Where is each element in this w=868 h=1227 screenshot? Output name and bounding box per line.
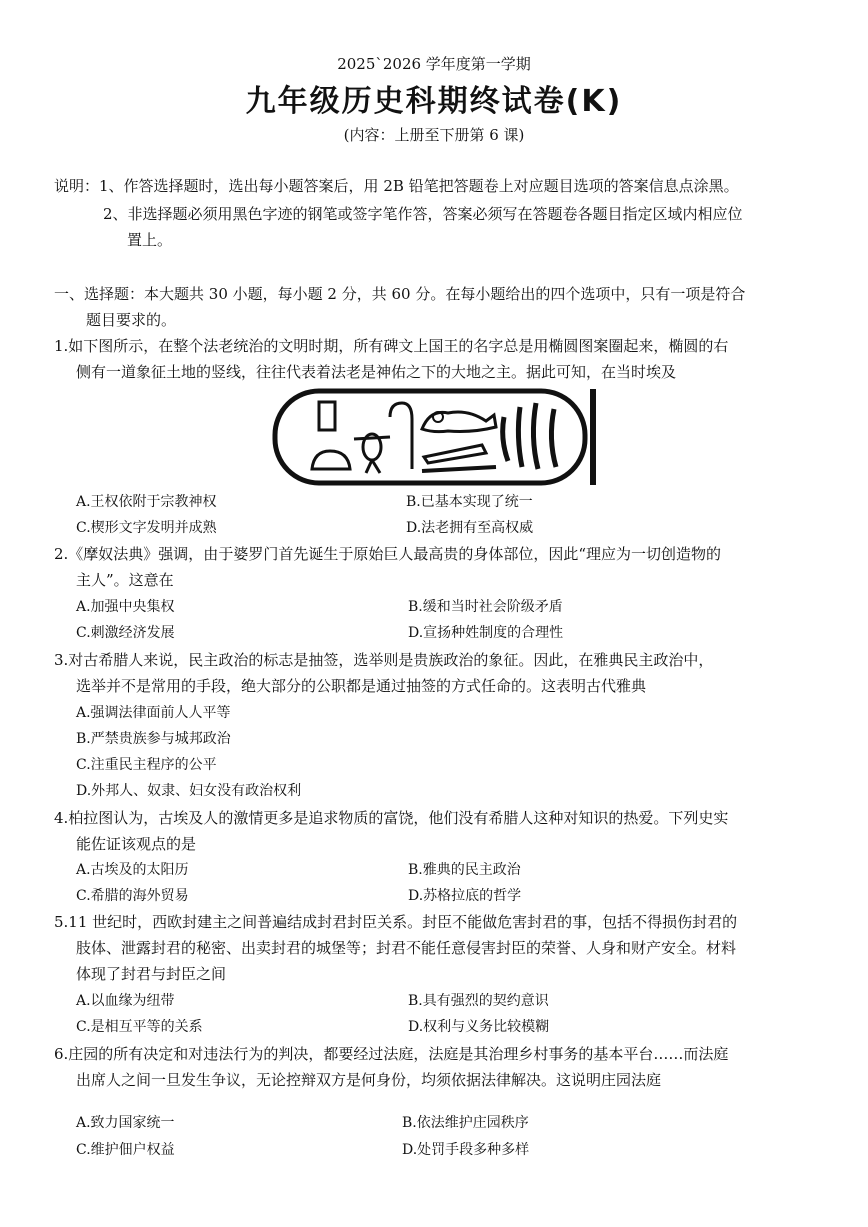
q3-stem-line-1: 3.对古希腊人来说，民主政治的标志是抽签，选举则是贵族政治的象征。因此，在雅典民主政治中， xyxy=(54,651,714,669)
egyptian-cartouche-image xyxy=(272,387,604,487)
q3-option-a: A.强调法律面前人人平等 xyxy=(76,705,231,721)
q5-stem-line-2: 肢体、泄露封君的秘密、出卖封君的城堡等；封君不能任意侵害封臣的荣誉、人身和财产安全。材料 xyxy=(76,939,737,957)
q5-stem-line-3: 体现了封君与封臣之间 xyxy=(76,965,227,983)
q2-option-a: A.加强中央集权 xyxy=(76,599,175,615)
q6-option-c: C.维护佃户权益 xyxy=(76,1142,175,1158)
exam-term: 2025`2026 学年度第一学期 xyxy=(337,55,531,73)
q4-option-a: A.古埃及的太阳历 xyxy=(76,862,189,878)
q4-option-d: D.苏格拉底的哲学 xyxy=(408,888,522,904)
instruction-line-1: 说明：1、作答选择题时，选出每小题答案后，用 2B 铅笔把答题卷上对应题目选项的答案信息点涂黑。 xyxy=(54,177,739,195)
q1-stem-line-2: 侧有一道象征土地的竖线，往往代表着法老是神佑之下的大地之主。据此可知，在当时埃及 xyxy=(76,363,677,381)
q1-option-b: B.已基本实现了统一 xyxy=(406,494,533,510)
q1-option-c: C.楔形文字发明并成熟 xyxy=(76,520,217,536)
q6-stem-line-1: 6.庄园的所有决定和对违法行为的判决，都要经过法庭，法庭是其治理乡村事务的基本平台……而法庭 xyxy=(54,1045,729,1063)
q6-stem-line-2: 出席人之间一旦发生争议，无论控辩双方是何身份，均须依据法律解决。这说明庄园法庭 xyxy=(76,1071,662,1089)
instruction-line-3: 置上。 xyxy=(127,231,173,249)
q3-option-d: D.外邦人、奴隶、妇女没有政治权利 xyxy=(76,783,302,799)
instruction-line-2: 2、非选择题必须用黑色字迹的钢笔或签字笔作答，答案必须写在答题卷各题目指定区域内相应位 xyxy=(103,205,743,223)
q6-option-b: B.依法维护庄园秩序 xyxy=(402,1115,529,1131)
q3-stem-line-2: 选举并不是常用的手段，绝大部分的公职都是通过抽签的方式任命的。这表明古代雅典 xyxy=(76,677,647,695)
q2-option-b: B.缓和当时社会阶级矛盾 xyxy=(408,599,563,615)
q5-option-d: D.权利与义务比较模糊 xyxy=(408,1019,550,1035)
q5-option-b: B.具有强烈的契约意识 xyxy=(408,993,549,1009)
q4-option-c: C.希腊的海外贸易 xyxy=(76,888,189,904)
section-1-heading-cont: 题目要求的。 xyxy=(86,311,177,329)
q1-option-d: D.法老拥有至高权威 xyxy=(406,520,534,536)
exam-scope: (内容：上册至下册第 6 课) xyxy=(343,126,525,144)
q5-option-c: C.是相互平等的关系 xyxy=(76,1019,203,1035)
q6-option-a: A.致力国家统一 xyxy=(76,1115,175,1131)
q3-option-b: B.严禁贵族参与城邦政治 xyxy=(76,731,231,747)
exam-title: 九年级历史科期终试卷(K) xyxy=(245,84,623,119)
q5-stem-line-1: 5.11 世纪时，西欧封建主之间普遍结成封君封臣关系。封臣不能做危害封君的事，包括不得损伤封君的 xyxy=(54,913,738,931)
q2-option-d: D.宣扬种姓制度的合理性 xyxy=(408,625,564,641)
q5-option-a: A.以血缘为纽带 xyxy=(76,993,175,1009)
section-1-heading: 一、选择题：本大题共 30 小题，每小题 2 分，共 60 分。在每小题给出的四个选项中，只有一项是符合 xyxy=(54,285,746,303)
q2-stem-line-1: 2.《摩奴法典》强调，由于婆罗门首先诞生于原始巨人最高贵的身体部位，因此“理应为一切创造物的 xyxy=(54,545,721,563)
q4-option-b: B.雅典的民主政治 xyxy=(408,862,521,878)
q6-option-d: D.处罚手段多种多样 xyxy=(402,1142,530,1158)
q1-option-a: A.王权依附于宗教神权 xyxy=(76,494,217,510)
q2-stem-line-2: 主人”。这意在 xyxy=(76,571,174,589)
q1-stem-line-1: 1.如下图所示，在整个法老统治的文明时期，所有碑文上国王的名字总是用椭圆图案圈起来，椭圆的右 xyxy=(54,337,729,355)
q2-option-c: C.刺激经济发展 xyxy=(76,625,175,641)
q4-stem-line-2: 能佐证该观点的是 xyxy=(76,835,197,853)
q4-stem-line-1: 4.柏拉图认为，古埃及人的激情更多是追求物质的富饶，他们没有希腊人这种对知识的热爱。下列史实 xyxy=(54,809,729,827)
q3-option-c: C.注重民主程序的公平 xyxy=(76,757,217,773)
